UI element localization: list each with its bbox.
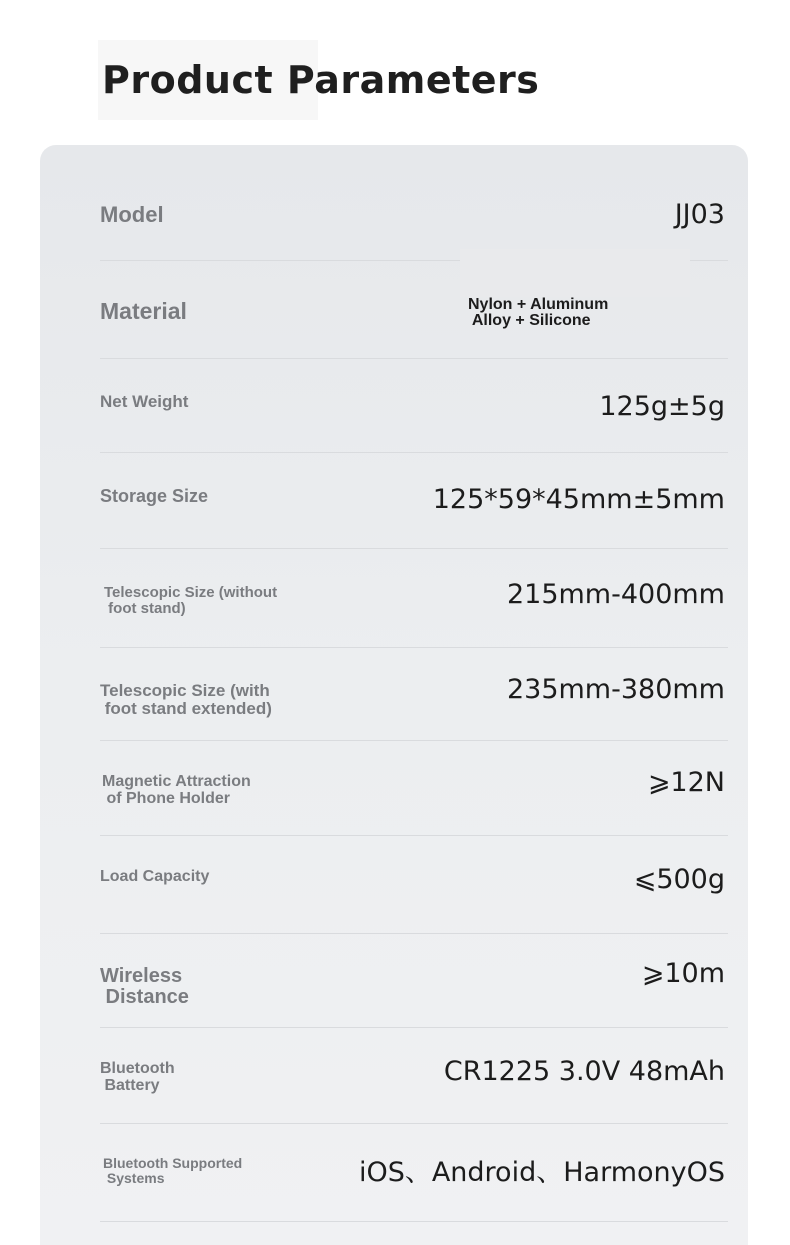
value-highlight bbox=[460, 249, 690, 297]
param-label: Wireless Distance bbox=[100, 965, 189, 1008]
parameters-panel bbox=[40, 145, 748, 1245]
param-row-storage-size bbox=[100, 453, 728, 549]
param-value: JJ03 bbox=[674, 199, 725, 230]
param-label: Bluetooth Battery bbox=[100, 1060, 175, 1094]
param-label: Net Weight bbox=[100, 392, 189, 411]
param-row-magnetic-attraction bbox=[100, 741, 728, 836]
param-row-net-weight bbox=[100, 359, 728, 453]
param-row-telescopic-size-with bbox=[100, 648, 728, 741]
param-label: Bluetooth Supported Systems bbox=[103, 1155, 243, 1186]
param-row-bluetooth-battery bbox=[100, 1028, 728, 1124]
param-row-bluetooth-systems bbox=[100, 1124, 728, 1222]
param-value: iOS、Android、HarmonyOS bbox=[358, 1157, 725, 1188]
param-value: 125g±5g bbox=[599, 391, 725, 422]
param-value: ⩾12N bbox=[647, 767, 725, 798]
param-value: Nylon + Aluminum Alloy + Silicone bbox=[468, 296, 609, 329]
param-label: Material bbox=[100, 298, 187, 324]
param-value: 125*59*45mm±5mm bbox=[432, 484, 725, 515]
param-value: ⩽500g bbox=[633, 864, 725, 895]
param-label: Telescopic Size (without foot stand) bbox=[104, 584, 278, 617]
param-label: Model bbox=[100, 202, 164, 227]
param-row-telescopic-size-without bbox=[100, 549, 728, 648]
param-label: Load Capacity bbox=[100, 868, 210, 885]
param-row-wireless-distance bbox=[100, 934, 728, 1028]
param-value: 235mm-380mm bbox=[506, 674, 725, 705]
param-value: ⩾10m bbox=[641, 958, 725, 989]
page-title: Product Parameters bbox=[102, 58, 540, 102]
param-label: Telescopic Size (with foot stand extended) bbox=[100, 681, 272, 718]
param-row-model bbox=[100, 145, 728, 261]
param-label: Storage Size bbox=[100, 486, 209, 506]
param-label: Magnetic Attraction of Phone Holder bbox=[102, 773, 251, 807]
param-value: 215mm-400mm bbox=[506, 579, 725, 610]
param-row-load-capacity bbox=[100, 836, 728, 934]
param-value: CR1225 3.0V 48mAh bbox=[443, 1056, 725, 1087]
param-row-material bbox=[100, 261, 728, 359]
